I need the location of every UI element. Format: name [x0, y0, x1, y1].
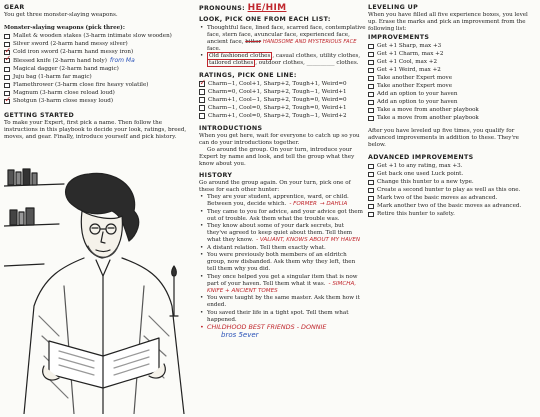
- checkbox[interactable]: [368, 180, 374, 186]
- improvement-option-label: Get +1 Sharp, max +3: [377, 43, 442, 49]
- look-face-custom[interactable]: HANDSOME AND MYSTERIOUS FACE: [262, 38, 357, 45]
- advanced-option-label: Mark another two of the basic moves as advanced.: [377, 203, 522, 209]
- pronouns-row: [199, 4, 366, 13]
- weapon-option-label: Flamethrower (3-harm close fire heavy volatile): [13, 82, 149, 88]
- checkbox[interactable]: [368, 92, 374, 98]
- weapon-option[interactable]: [4, 66, 189, 73]
- gear-heading: GEAR: [4, 4, 25, 11]
- history-item: [199, 295, 366, 309]
- weapon-option-label: Shotgun (3-harm close messy loud): [13, 98, 114, 104]
- history-item-note[interactable]: - VALIANT, KNOWS ABOUT MY HAVEN: [256, 237, 361, 243]
- improvement-option[interactable]: [368, 115, 536, 122]
- checkbox[interactable]: [199, 97, 205, 103]
- introductions-heading: INTRODUCTIONS: [199, 124, 263, 132]
- improvement-option-label: Get +1 Charm, max +2: [377, 51, 444, 57]
- look-clothes-circled2[interactable]: tailored clothes: [209, 60, 254, 66]
- checkbox[interactable]: [4, 83, 10, 89]
- gear-intro: You get three monster-slaying weapons.: [4, 12, 118, 18]
- weapon-option[interactable]: [4, 41, 189, 48]
- advanced-list: [368, 163, 536, 218]
- improvement-option-label: Take another Expert move: [377, 75, 452, 81]
- history-item-text: You saved their life in a tight spot. Tell them what happened.: [207, 309, 349, 323]
- advanced-option-label: Change this hunter to a new type.: [377, 179, 474, 185]
- look-clothes-options: [199, 53, 366, 67]
- weapon-option-label: Mallet & wooden stakes (3-harm intimate slow wooden): [13, 33, 172, 39]
- weapon-option-label: Magical dagger (2-harm hand magic): [13, 66, 119, 72]
- leveling-heading: LEVELING UP: [368, 4, 419, 11]
- checkbox[interactable]: [4, 34, 10, 40]
- weapon-option[interactable]: [4, 82, 189, 89]
- weapon-option-label: Cold iron sword (2-harm hand messy iron): [13, 49, 134, 55]
- checkbox[interactable]: [368, 116, 374, 122]
- checkbox[interactable]: [4, 58, 10, 64]
- history-item: [199, 223, 366, 244]
- checkbox[interactable]: [4, 67, 10, 73]
- checkbox[interactable]: [368, 108, 374, 114]
- history-heading: HISTORY: [199, 171, 233, 179]
- history-item: [199, 194, 366, 208]
- look-face-end: face.: [207, 45, 221, 52]
- checkbox[interactable]: [368, 164, 374, 170]
- introductions-p1: When you get here, wait for everyone to catch up so you can do your introductions together.: [199, 132, 360, 146]
- look-face-text: Thoughtful face, lined face, scarred face, contemplative face, stern face, avuncular face, experienced face, ancient face,: [207, 24, 366, 45]
- checkbox[interactable]: [199, 113, 205, 119]
- weapon-option[interactable]: [4, 33, 189, 40]
- improvement-option[interactable]: [368, 59, 536, 66]
- checkbox[interactable]: [368, 100, 374, 106]
- rating-option[interactable]: [199, 113, 366, 120]
- after-text: After you have leveled up five times, you qualify for advanced improvements in addition to these. They're below.: [368, 128, 519, 148]
- weapon-option[interactable]: [4, 57, 189, 65]
- improvement-option[interactable]: [368, 51, 536, 58]
- advanced-option[interactable]: [368, 179, 536, 186]
- column-character: [199, 4, 366, 339]
- improvement-option-label: Add an option to your haven: [377, 99, 458, 105]
- checkbox[interactable]: [368, 172, 374, 178]
- look-heading: LOOK, PICK ONE FROM EACH LIST:: [199, 16, 331, 23]
- checkbox[interactable]: [368, 60, 374, 66]
- checkbox[interactable]: [368, 212, 374, 218]
- improvement-option[interactable]: [368, 75, 536, 82]
- improvement-option[interactable]: [368, 83, 536, 90]
- history-item: [199, 274, 366, 295]
- rating-option-label: Charm−1, Cool=0, Sharp+2, Tough=0, Weird+1: [208, 104, 347, 111]
- advanced-option[interactable]: [368, 203, 536, 210]
- weapon-option[interactable]: [4, 98, 189, 105]
- improvement-option[interactable]: [368, 43, 536, 50]
- advanced-option[interactable]: [368, 211, 536, 218]
- checkbox[interactable]: [199, 81, 205, 87]
- improvement-option[interactable]: [368, 91, 536, 98]
- history-list: [199, 194, 366, 324]
- advanced-option-label: Mark two of the basic moves as advanced.: [377, 195, 498, 201]
- look-options: [199, 25, 366, 68]
- history-item-text: They once helped you get a singular item that is now part of your haven. Tell them what it was.: [207, 273, 358, 287]
- history-item-text: A distant relation. Tell them exactly what.: [207, 244, 326, 251]
- checkbox[interactable]: [199, 89, 205, 95]
- advanced-option-label: Get +1 to any rating, max +3.: [377, 163, 463, 169]
- improvement-option-label: Take a move from another playbook: [377, 115, 479, 121]
- rating-option-label: Charm=0, Cool+1, Sharp+2, Tough−1, Weird+1: [208, 88, 347, 95]
- improvement-option-label: Get +1 Weird, max +2: [377, 67, 441, 73]
- checkbox[interactable]: [368, 52, 374, 58]
- checkbox[interactable]: [368, 44, 374, 50]
- history-extra-blue[interactable]: bros 5ever: [221, 330, 259, 339]
- history-item-note2[interactable]: → DAHLIA: [319, 201, 348, 207]
- improvement-option-label: Get +1 Cool, max +2: [377, 59, 438, 65]
- leveling-text: When you have filled all five experience boxes, you level up. Erase the marks and pick an improvement from the following list:: [368, 12, 528, 32]
- column-gear: [4, 4, 189, 141]
- checkbox[interactable]: [4, 99, 10, 105]
- weapon-option[interactable]: [4, 90, 189, 97]
- advanced-option[interactable]: [368, 163, 536, 170]
- rating-option-label: Charm+1, Cool−1, Sharp+2, Tough=0, Weird=0: [208, 96, 347, 103]
- checkbox[interactable]: [368, 76, 374, 82]
- weapon-option-label: Juju bag (1-harm far magic): [13, 74, 92, 80]
- checkbox[interactable]: [368, 68, 374, 74]
- rating-option[interactable]: [199, 97, 366, 104]
- history-item-text: You were taught by the same master. Ask them how it ended.: [207, 295, 360, 308]
- advanced-heading: ADVANCED IMPROVEMENTS: [368, 154, 474, 161]
- history-item-text: You were previously both members of an eldritch group, now disbanded. Ask them why they left, then tell them why you did.: [207, 252, 356, 272]
- advanced-option-label: Create a second hunter to play as well as this one.: [377, 187, 521, 193]
- rating-option[interactable]: [199, 81, 366, 88]
- pronouns-value[interactable]: HE/HIM: [247, 3, 287, 13]
- column-leveling: [368, 4, 536, 219]
- rating-option-label: Charm+1, Cool=0, Sharp+2, Tough−1, Weird+2: [208, 112, 347, 119]
- improvement-option[interactable]: [368, 99, 536, 106]
- advanced-option-label: Get back one used Luck point.: [377, 171, 464, 177]
- getting-started-heading: GETTING STARTED: [4, 112, 75, 119]
- weapon-option[interactable]: [4, 49, 189, 56]
- look-clothes-circled[interactable]: Old fashioned clothes: [209, 53, 271, 59]
- weapon-option[interactable]: [4, 74, 189, 81]
- improvement-option-label: Take a move from another playbook: [377, 107, 479, 113]
- advanced-option[interactable]: [368, 187, 536, 194]
- weapon-option-label: Silver sword (2-harm hand messy silver): [13, 41, 128, 47]
- history-item: [199, 245, 366, 252]
- advanced-option[interactable]: [368, 195, 536, 202]
- history-item-text: They are your student, apprentice, ward, or child. Between you, decide which.: [207, 194, 349, 207]
- ratings-list: [199, 81, 366, 120]
- history-extra-red[interactable]: • CHILDHOOD BEST FRIENDS - DONNIE: [199, 324, 366, 331]
- rating-option-label: Charm−1, Cool+1, Sharp+2, Tough+1, Weird=0: [208, 80, 347, 87]
- improvement-option[interactable]: [368, 107, 536, 114]
- checkbox[interactable]: [368, 196, 374, 202]
- expert-illustration: [4, 166, 194, 414]
- rating-option[interactable]: [199, 105, 366, 112]
- introductions-p2: Go around the group. On your turn, introduce your Expert by name and look, and tell the group what they know about you.: [199, 146, 355, 167]
- advanced-option-label: Retire this hunter to safety.: [377, 211, 455, 217]
- weapons-list: [4, 33, 189, 105]
- look-clothes-mid: , casual clothes, utility clothes,: [272, 53, 361, 59]
- history-item-text: They came to you for advice, and your advice got them out of trouble. Ask them what the trouble was.: [207, 208, 363, 222]
- ratings-heading: RATINGS, PICK ONE LINE:: [199, 71, 297, 79]
- history-item-note[interactable]: - SIMCHA, KNIFE + ANCIENT TOMES: [207, 280, 357, 294]
- getting-started-text: To make your Expert, first pick a name. Then follow the instructions in this playbook to decide your look, ratings, breed, moves, and gear. Finally, introduce yourself and pick history.: [4, 120, 187, 140]
- history-item: [199, 209, 366, 223]
- weapons-heading: Monster-slaying weapons (pick three):: [4, 25, 125, 31]
- history-item-note[interactable]: - FORMER: [289, 201, 317, 207]
- checkbox[interactable]: [199, 105, 205, 111]
- rating-option[interactable]: [199, 89, 366, 96]
- improvements-heading: IMPROVEMENTS: [368, 34, 430, 41]
- history-item: [199, 310, 366, 324]
- checkbox[interactable]: [368, 188, 374, 194]
- history-item: [199, 252, 366, 273]
- improvements-list: [368, 43, 536, 122]
- look-face-options: [199, 25, 366, 53]
- history-intro: Go around the group again. On your turn, pick one of these for each other hunter:: [199, 179, 351, 193]
- history-extra: [199, 324, 366, 331]
- look-face-struck: bitter: [245, 38, 262, 45]
- improvement-option[interactable]: [368, 67, 536, 74]
- improvement-option-label: Take another Expert move: [377, 83, 452, 89]
- checkbox[interactable]: [4, 75, 10, 81]
- history-item-text: They know about some of your dark secrets, but they've agreed to keep quiet about them. Tell them what they know.: [207, 223, 353, 243]
- pronouns-label: PRONOUNS:: [199, 5, 246, 12]
- improvement-option-label: Add an option to your haven: [377, 91, 458, 97]
- advanced-option[interactable]: [368, 171, 536, 178]
- checkbox[interactable]: [368, 84, 374, 90]
- weapon-option-note[interactable]: from Ma: [109, 57, 135, 64]
- weapon-option-label: Blessed knife (2-harm hand holy): [13, 58, 107, 64]
- weapon-option-label: Magnum (3-harm close reload loud): [13, 90, 115, 96]
- look-clothes-end: , outdoor clothes, __________ clothes.: [255, 60, 359, 66]
- checkbox[interactable]: [368, 204, 374, 210]
